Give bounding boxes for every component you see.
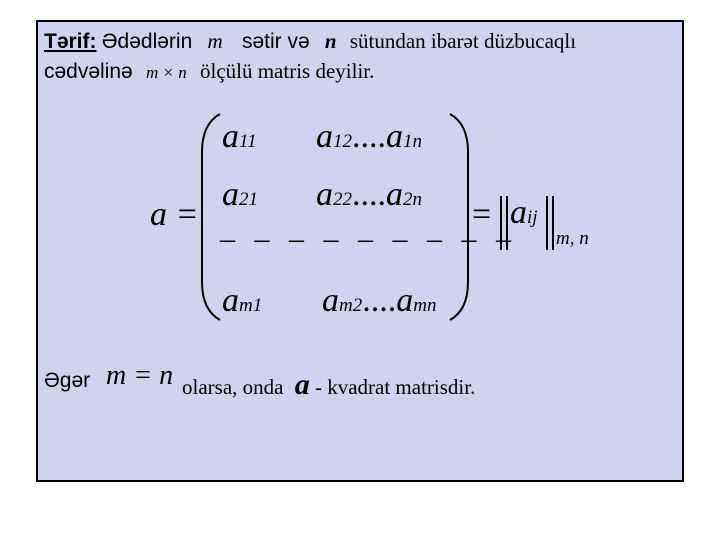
element-a1n-sub: 1n (403, 131, 422, 152)
element-am2-base: a (322, 282, 339, 319)
element-am1-base: a (222, 282, 239, 319)
definition-text-4: cədvəlinə (44, 60, 133, 83)
matrix-row-1-rest (316, 118, 422, 156)
element-a12-base: a (316, 118, 333, 155)
norm-index: m, n (556, 228, 589, 249)
element-a22-sub: 22 (333, 189, 352, 210)
var-n: n (324, 29, 337, 53)
rhs-sub: ij (527, 207, 538, 228)
definition-label: Tərif: (44, 30, 97, 53)
element-am1-sub: m1 (239, 295, 263, 316)
matrix-row-m (222, 282, 262, 320)
element-a12-sub: 12 (333, 131, 352, 152)
norm-left-bars (498, 194, 510, 254)
conclusion-text-3: - kvadrat matrisdir. (314, 375, 476, 399)
conclusion-text-2-wrap (182, 368, 475, 402)
definition-text-2: sətir və (241, 30, 310, 53)
conclusion-line (44, 368, 90, 393)
conclusion-text-1: Əgər (44, 369, 91, 392)
element-am2-sub: m2 (339, 295, 363, 316)
element-a21-base: a (222, 176, 239, 213)
matrix-row-2-rest (316, 176, 422, 214)
dims-expression: m × n (145, 63, 187, 82)
matrix-dashes-row: – – – – – – – – – (220, 222, 517, 255)
definition-text-5: ölçülü matris deyilir. (199, 59, 375, 83)
element-a2n-base: a (386, 176, 403, 213)
row-2-dots: .... (352, 176, 386, 213)
definition-line-2 (44, 59, 374, 84)
conclusion-text-2: olarsa, onda (182, 375, 284, 399)
matrix-right-paren (446, 112, 472, 322)
matrix-left-paren (198, 112, 224, 322)
var-m: m (207, 29, 223, 53)
norm-right-bars (544, 194, 556, 254)
element-amn-sub: mn (413, 295, 437, 316)
rhs-base: a (510, 194, 527, 231)
var-a: a (294, 368, 310, 401)
definition-text-3: sütundan ibarət düzbucaqlı (349, 29, 577, 53)
matrix-row-2 (222, 176, 258, 214)
row-m-dots: .... (362, 282, 397, 319)
definition-text-1: Ədədlərin (101, 30, 193, 53)
element-a11-base: a (222, 118, 239, 155)
norm-element (510, 194, 538, 232)
element-a21-sub: 21 (239, 189, 258, 210)
element-a22-base: a (316, 176, 333, 213)
definition-line-1 (44, 29, 576, 54)
element-amn-base: a (396, 282, 414, 319)
matrix-row-1 (222, 118, 257, 156)
element-a1n-base: a (386, 118, 403, 155)
element-a11-sub: 11 (239, 131, 257, 152)
row-1-dots: .... (352, 118, 386, 155)
matrix-row-m-rest (322, 282, 436, 320)
matrix-equals: = (472, 196, 492, 233)
matrix-lhs: a = (150, 196, 199, 233)
condition-expression: m = n (106, 360, 174, 391)
element-a2n-sub: 2n (403, 189, 422, 210)
